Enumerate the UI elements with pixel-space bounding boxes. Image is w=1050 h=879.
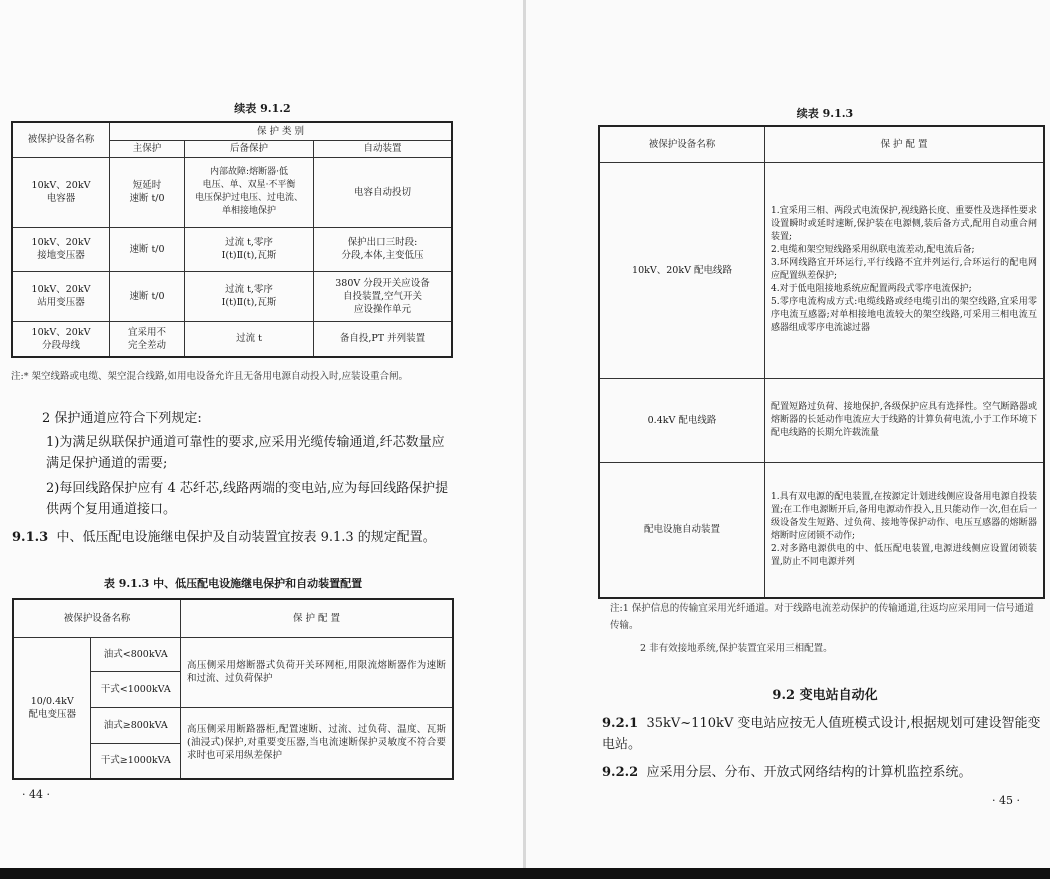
clause-text: 应采用分层、分布、开放式网络结构的计算机监控系统。 (646, 765, 972, 780)
cell-device: 10kV、20kV 站用变压器 (12, 271, 110, 321)
cell-device: 10kV、20kV 电容器 (12, 157, 110, 227)
protection-table-913-cont (598, 125, 1045, 599)
cell-config: 高压侧采用断路器柜,配置速断、过流、过负荷、温度、瓦斯(油浸式)保护,对重要变压器,当电流速断保护灵敏度不符合要求时也可采用纵差保护 (181, 707, 454, 779)
header-device: 被保护设备名称 (599, 126, 765, 162)
cell-config: 1.具有双电源的配电装置,在按源定计划进线侧应设备用电源自投装置;在工作电源断开后,备用电源动作投入,且只能动作一次,但在后一级设备发生短路、过负荷、接地等保护动作、电压互感器的熔断器熔断时应闭锁不动作; 2.对多路电源供电的中、低压配电装置,电源进线侧应设置闭锁装置,防止不同电源并列 (765, 462, 1045, 598)
cell-sub: 油式<800kVA (91, 637, 181, 671)
table-row (12, 271, 452, 321)
cell-auto: 保护出口三时段: 分段,本体,主变低压 (314, 227, 453, 271)
cell-device: 10kV、20kV 接地变压器 (12, 227, 110, 271)
header-config: 保 护 配 置 (765, 126, 1045, 162)
cell-backup: 过流 t (185, 321, 314, 357)
table-row (599, 378, 1044, 462)
item-2-1: 1)为满足纵联保护通道可靠性的要求,应采用光缆传输通道,纤芯数量应满足保护通道的需要; (46, 435, 445, 471)
table-row (12, 157, 452, 227)
cell-sub: 干式≥1000kVA (91, 743, 181, 779)
clause-number: 9.2.2 (602, 765, 639, 780)
cell-config: 高压侧采用熔断器式负荷开关环网柜,用限流熔断器作为速断和过流、过负荷保护 (181, 637, 454, 707)
cell-device: 0.4kV 配电线路 (599, 378, 765, 462)
cell-backup: 过流 t,零序 Ⅰ(t)Ⅱ(t),瓦斯 (185, 227, 314, 271)
cell-backup: 过流 t,零序 Ⅰ(t)Ⅱ(t),瓦斯 (185, 271, 314, 321)
cell-main: 短延时 速断 t/0 (110, 157, 185, 227)
table-note-1: 注:1 保护信息的传输宜采用光纤通道。对于线路电流差动保护的传输通道,往返均应采用同一信号通道传输。 (610, 603, 1034, 631)
table-row (13, 637, 453, 671)
table-row (599, 162, 1044, 378)
protection-table-913 (12, 598, 454, 780)
cell-auto: 备自投,PT 并列装置 (314, 321, 453, 357)
table-note-2: 2 非有效接地系统,保护装置宜采用三相配置。 (640, 643, 833, 654)
table-caption: 续表 9.1.2 (234, 102, 291, 115)
cell-config: 1.宜采用三相、两段式电流保护,视线路长度、重要性及选择性要求设置瞬时或延时速断,保护装在电源侧,装后备方式,配用自动重合闸装置; 2.电缆和架空短线路采用纵联电流差动,配电流后备; 3.环网线路宜开环运行,平行线路不宜并列运行,合环运行的配电网应配置纵差保护; 4.对于低电阻接地系统应配置两段式零序电流保护; 5.零序电流构成方式:电缆线路或经电缆引出的架空线路,宜采用零序电流互感器;对单相接地电流较大的架空线路,可采用三相电流互感器组成零序电流滤过器 (765, 162, 1045, 378)
table-row (12, 321, 452, 357)
section-title: 9.2 变电站自动化 (772, 688, 878, 703)
table-note: 注:* 架空线路或电缆、架空混合线路,如用电设备允许且无备用电源自动投入时,应装设重合闸。 (11, 371, 409, 382)
header-device: 被保护设备名称 (13, 599, 181, 637)
item-2-2: 2)每回线路保护应有 4 芯纤芯,线路两端的变电站,应为每回线路保护提供两个复用通道接口。 (46, 481, 449, 517)
clause-number: 9.2.1 (602, 716, 639, 731)
clause-9-2-1 (602, 713, 1045, 755)
cell-auto: 电容自动投切 (314, 157, 453, 227)
cell-device: 10/0.4kV 配电变压器 (13, 637, 91, 779)
cell-main: 速断 t/0 (110, 227, 185, 271)
clause-9-1-3 (12, 527, 454, 548)
table-caption: 续表 9.1.3 (796, 107, 854, 120)
item-2: 2 保护通道应符合下列规定: (42, 411, 202, 426)
right-page (525, 0, 1050, 879)
table-caption: 表 9.1.3 中、低压配电设施继电保护和自动装置配置 (103, 577, 363, 590)
table-row (12, 227, 452, 271)
cell-main: 宜采用不 完全差动 (110, 321, 185, 357)
header-main: 主保护 (110, 140, 185, 157)
cell-device: 配电设施自动装置 (599, 462, 765, 598)
header-backup: 后备保护 (185, 140, 314, 157)
cell-device: 10kV、20kV 分段母线 (12, 321, 110, 357)
cell-main: 速断 t/0 (110, 271, 185, 321)
cell-sub: 油式≥800kVA (91, 707, 181, 743)
protection-table-912 (11, 121, 453, 358)
cell-sub: 干式<1000kVA (91, 671, 181, 707)
header-protection-type: 保 护 类 别 (110, 122, 453, 140)
clause-9-2-2 (602, 762, 1045, 783)
table-row (599, 462, 1044, 598)
page-number: · 45 · (992, 794, 1020, 807)
cell-backup: 内部故障:熔断器·低 电压、单、双星·不平衡 电压保护过电压、过电流、 单相接地保护 (185, 157, 314, 227)
clause-number: 9.1.3 (12, 530, 49, 545)
page-number: · 44 · (22, 788, 50, 801)
cell-device: 10kV、20kV 配电线路 (599, 162, 765, 378)
header-auto: 自动装置 (314, 140, 453, 157)
header-device: 被保护设备名称 (12, 122, 110, 157)
scan-edge (0, 868, 1050, 879)
cell-config: 配置短路过负荷、接地保护,各级保护应具有选择性。空气断路器或熔断器的长延动作电流应大于线路的计算负荷电流,小于工作环境下配电线路的长期允许载流量 (765, 378, 1045, 462)
clause-text: 35kV~110kV 变电站应按无人值班模式设计,根据规划可建设智能变电站。 (602, 716, 1041, 752)
header-config: 保 护 配 置 (181, 599, 454, 637)
cell-auto: 380V 分段开关应设备 自投装置,空气开关 应设操作单元 (314, 271, 453, 321)
clause-text: 中、低压配电设施继电保护及自动装置宜按表 9.1.3 的规定配置。 (56, 530, 436, 545)
book-gutter (523, 0, 526, 879)
